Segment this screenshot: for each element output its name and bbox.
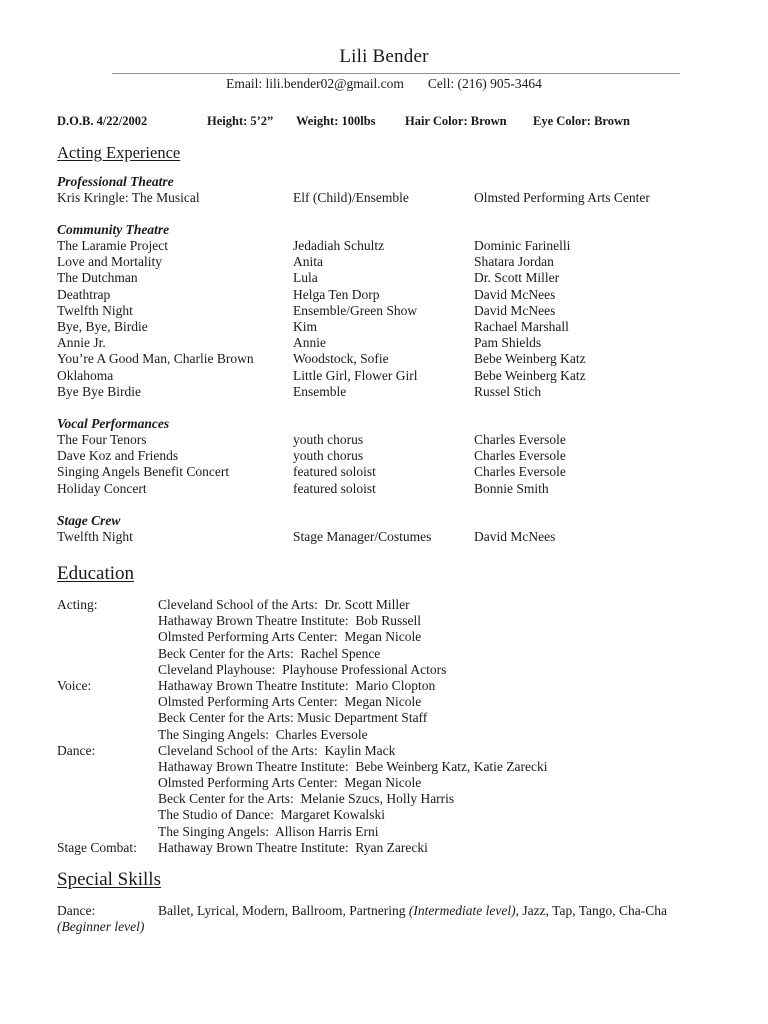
header-divider [112, 73, 680, 74]
education-row [57, 824, 737, 840]
credit-production: Dave Koz and Friends [57, 448, 179, 464]
education-entry: Olmsted Performing Arts Center: Megan Nicole [158, 775, 422, 791]
group-title: Professional Theatre [57, 174, 174, 189]
credit-director: David McNees [474, 529, 556, 544]
credit-role: Kim [293, 318, 318, 334]
credit-production: Annie Jr. [57, 335, 106, 351]
credit-director: Rachael Marshall [474, 318, 569, 334]
education-entry: Cleveland School of the Arts: Dr. Scott Miller [158, 597, 410, 612]
credit-director: Charles Eversole [474, 448, 566, 464]
credit-row [57, 190, 737, 206]
education-heading: Education [57, 563, 135, 584]
group-title: Vocal Performances [57, 416, 170, 431]
credit-role: Little Girl, Flower Girl [293, 367, 418, 383]
education-entry: The Studio of Dance: Margaret Kowalski [158, 807, 385, 823]
credit-role: youth chorus [293, 432, 364, 447]
credit-production: The Four Tenors [57, 432, 147, 447]
education-entry: The Singing Angels: Allison Harris Erni [158, 823, 379, 839]
education-entry: Hathaway Brown Theatre Institute: Bob Russell [158, 613, 421, 629]
stat-eye-color: Eye Color: Brown [533, 114, 630, 128]
credit-row [57, 319, 737, 335]
credit-director: Pam Shields [474, 335, 542, 351]
credit-production: The Laramie Project [57, 238, 168, 253]
acting-experience-heading: Acting Experience [57, 143, 181, 162]
credit-director: Bebe Weinberg Katz [474, 367, 586, 383]
credit-director: Bonnie Smith [474, 480, 549, 496]
resume-name: Lili Bender [339, 46, 429, 67]
education-row [57, 727, 737, 743]
credit-production: The Dutchman [57, 270, 138, 286]
education-entry: Beck Center for the Arts: Melanie Szucs, Holly Harris [158, 791, 455, 807]
credit-director: Olmsted Performing Arts Center [474, 190, 650, 205]
credit-production: Kris Kringle: The Musical [57, 190, 200, 205]
credit-role: featured soloist [293, 480, 376, 496]
credit-row [57, 254, 737, 270]
credit-director: Dominic Farinelli [474, 238, 571, 253]
credit-row [57, 448, 737, 464]
credit-production: Singing Angels Benefit Concert [57, 464, 230, 480]
special-skills-heading: Special Skills [57, 869, 161, 890]
education-entry: The Singing Angels: Charles Eversole [158, 726, 368, 742]
credit-director: Bebe Weinberg Katz [474, 351, 586, 367]
skill-level-intermediate: (Intermediate level) [408, 903, 516, 918]
credit-row [57, 368, 737, 384]
credit-row [57, 529, 737, 545]
credit-row [57, 335, 737, 351]
education-row [57, 629, 737, 645]
credit-role: Ensemble [293, 383, 347, 399]
credit-role: Helga Ten Dorp [293, 286, 380, 302]
community-theatre-group [57, 222, 737, 400]
education-entry: Olmsted Performing Arts Center: Megan Nicole [158, 694, 422, 710]
contact-cell: Cell: (216) 905-3464 [427, 76, 542, 91]
education-row [57, 662, 737, 678]
education-entry: Hathaway Brown Theatre Institute: Bebe Weinberg Katz, Katie Zarecki [158, 758, 548, 774]
credit-row [57, 384, 737, 400]
education-row [57, 597, 737, 613]
credit-production: Holiday Concert [57, 480, 147, 496]
credit-role: Stage Manager/Costumes [293, 529, 432, 544]
education-list [57, 597, 737, 856]
credit-role: Woodstock, Sofie [293, 351, 389, 367]
credit-row [57, 351, 737, 367]
credit-row [57, 481, 737, 497]
credit-production: Twelfth Night [57, 529, 133, 544]
education-entry: Hathaway Brown Theatre Institute: Mario Clopton [158, 677, 436, 693]
credit-row [57, 270, 737, 286]
education-category: Dance: [57, 742, 96, 758]
skill-level-beginner: (Beginner level) [57, 919, 145, 935]
credit-director: Charles Eversole [474, 432, 566, 447]
education-entry: Cleveland Playhouse: Playhouse Professional Actors [158, 661, 447, 677]
credit-director: David McNees [474, 286, 556, 302]
stat-weight: Weight: 100lbs [296, 114, 376, 128]
education-entry: Cleveland School of the Arts: Kaylin Mack [158, 742, 396, 758]
education-entry: Beck Center for the Arts: Music Department Staff [158, 710, 428, 726]
education-entry: Beck Center for the Arts: Rachel Spence [158, 645, 381, 661]
credit-director: Russel Stich [474, 383, 542, 399]
education-row [57, 678, 737, 694]
education-row [57, 759, 737, 775]
credit-director: Dr. Scott Miller [474, 270, 560, 286]
education-row [57, 743, 737, 759]
credit-director: Charles Eversole [474, 464, 566, 480]
credit-director: David McNees [474, 302, 556, 318]
credit-role: Lula [293, 270, 318, 286]
stage-crew-group [57, 513, 737, 545]
vocal-performances-group [57, 416, 737, 497]
credit-production: Love and Mortality [57, 254, 162, 270]
credit-production: Bye Bye Birdie [57, 383, 141, 399]
stat-dob: D.O.B. 4/22/2002 [57, 114, 148, 128]
credit-row [57, 464, 737, 480]
contact-email: Email: lili.bender02@gmail.com [226, 76, 404, 91]
credit-director: Shatara Jordan [474, 254, 554, 270]
education-row [57, 613, 737, 629]
education-category: Acting: [57, 597, 98, 612]
stat-hair-color: Hair Color: Brown [405, 114, 507, 128]
credit-role: Ensemble/Green Show [293, 302, 418, 318]
credit-production: Deathtrap [57, 286, 111, 302]
credit-role: Annie [293, 335, 326, 351]
skill-text: Ballet, Lyrical, Modern, Ballroom, Partnering [158, 903, 409, 918]
education-row [57, 694, 737, 710]
skill-dance-line [158, 903, 667, 919]
credit-role: Jedadiah Schultz [293, 238, 385, 253]
credit-role: Anita [293, 254, 323, 270]
education-entry: Hathaway Brown Theatre Institute: Ryan Zarecki [158, 839, 428, 855]
education-category: Stage Combat: [57, 839, 137, 855]
credit-role: Elf (Child)/Ensemble [293, 190, 409, 205]
credit-row [57, 432, 737, 448]
credit-role: youth chorus [293, 448, 364, 464]
contact-line [0, 76, 768, 92]
education-row [57, 791, 737, 807]
credit-production: You’re A Good Man, Charlie Brown [57, 351, 254, 367]
skill-category: Dance: [57, 903, 96, 918]
credit-role: featured soloist [293, 464, 376, 480]
credit-production: Bye, Bye, Birdie [57, 318, 148, 334]
credit-row [57, 303, 737, 319]
professional-theatre-group [57, 174, 737, 206]
credit-production: Twelfth Night [57, 302, 133, 318]
education-entry: Olmsted Performing Arts Center: Megan Nicole [158, 629, 422, 645]
stat-height: Height: 5’2” [207, 114, 274, 128]
education-row [57, 646, 737, 662]
education-category: Voice: [57, 677, 92, 693]
education-row [57, 840, 737, 856]
group-title: Stage Crew [57, 513, 121, 528]
skill-text: , Jazz, Tap, Tango, Cha-Cha [515, 903, 667, 918]
credit-row [57, 287, 737, 303]
education-row [57, 807, 737, 823]
education-row [57, 710, 737, 726]
credit-row [57, 238, 737, 254]
group-title: Community Theatre [57, 222, 170, 237]
education-row [57, 775, 737, 791]
credit-production: Oklahoma [57, 367, 114, 383]
